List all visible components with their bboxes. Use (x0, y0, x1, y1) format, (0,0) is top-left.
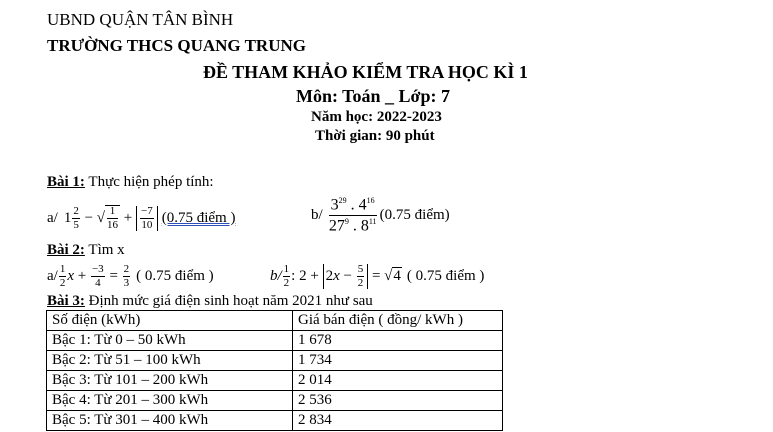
bai1-heading (47, 174, 214, 191)
district-name: UBND QUẬN TÂN BÌNH (47, 10, 234, 29)
bai1-label: Bài 1: (47, 174, 85, 190)
table-cell: Bậc 5: Từ 301 – 400 kWh (47, 411, 293, 431)
bai2-b-prefix: b/ (270, 267, 282, 284)
school-name: TRƯỜNG THCS QUANG TRUNG (47, 36, 306, 55)
table-cell: 2 014 (293, 371, 503, 391)
bai2-a-points: ( 0.75 điểm ) (136, 267, 214, 284)
bai2-a-expression: $\frac{1}{2}$ x + $\frac{-3}{4}$ = $\frac{2}{3}$ (59, 262, 130, 289)
table-cell: Bậc 4: Từ 201 – 300 kWh (47, 391, 293, 411)
exam-duration: Thời gian: 90 phút (315, 128, 435, 144)
table-row (47, 331, 503, 351)
table-row (47, 391, 503, 411)
electricity-price-table (46, 310, 503, 431)
bai3-label: Bài 3: (47, 293, 85, 309)
bai1-a-points: (0.75 điểm ) (161, 209, 236, 226)
bai1-b-expression: $3^{29}$ . $4^{16}$ $27^9$ . $8^{11}$ (328, 195, 377, 235)
bai2-heading (47, 242, 125, 259)
bai2-label: Bài 2: (47, 242, 85, 258)
bai1-b-prefix: b/ (311, 207, 323, 223)
table-row (47, 371, 503, 391)
bai2-a-prefix: a/ (47, 267, 58, 284)
bai1-a-expression: 1 $\frac{2}{5}$ − √ $\frac{1}{16}$ + $\frac{-7}{10}$ (64, 205, 158, 231)
table-cell: Bậc 2: Từ 51 – 100 kWh (47, 351, 293, 371)
bai1-part-a (47, 198, 235, 238)
school-year: Năm học: 2022-2023 (311, 109, 442, 125)
table-cell: 1 678 (293, 331, 503, 351)
bai1-a-prefix: a/ (47, 209, 58, 226)
bai2-b-expression: $\frac{1}{2}$ : 2 + 2x − $\frac{5}{2}$ = √4 (283, 262, 401, 289)
subject-line: Môn: Toán _ Lớp: 7 (296, 86, 451, 106)
bai2-part-a (47, 259, 214, 293)
table-cell: 2 536 (293, 391, 503, 411)
table-header-row (47, 311, 503, 331)
bai2-b-points: ( 0.75 điểm ) (406, 267, 485, 284)
bai1-part-b (311, 193, 450, 238)
table-cell: Bậc 1: Từ 0 – 50 kWh (47, 331, 293, 351)
bai3-text: Định mức giá điện sinh hoạt năm 2021 như sau (84, 293, 373, 309)
table-row (47, 351, 503, 371)
bai2-part-b (270, 259, 484, 293)
bai1-b-points: (0.75 điểm) (379, 207, 450, 223)
table-header-cell: Giá bán điện ( đồng/ kWh ) (293, 311, 503, 331)
table-header-cell: Số điện (kWh) (47, 311, 293, 331)
bai1-text: Thực hiện phép tính: (84, 174, 214, 190)
table-row (47, 411, 503, 431)
bai2-text: Tìm x (84, 242, 125, 258)
table-cell: 1 734 (293, 351, 503, 371)
exam-title: ĐỀ THAM KHẢO KIỂM TRA HỌC KÌ 1 (203, 62, 528, 82)
table-cell: Bậc 3: Từ 101 – 200 kWh (47, 371, 293, 391)
bai3-heading (47, 293, 373, 310)
table-cell: 2 834 (293, 411, 503, 431)
